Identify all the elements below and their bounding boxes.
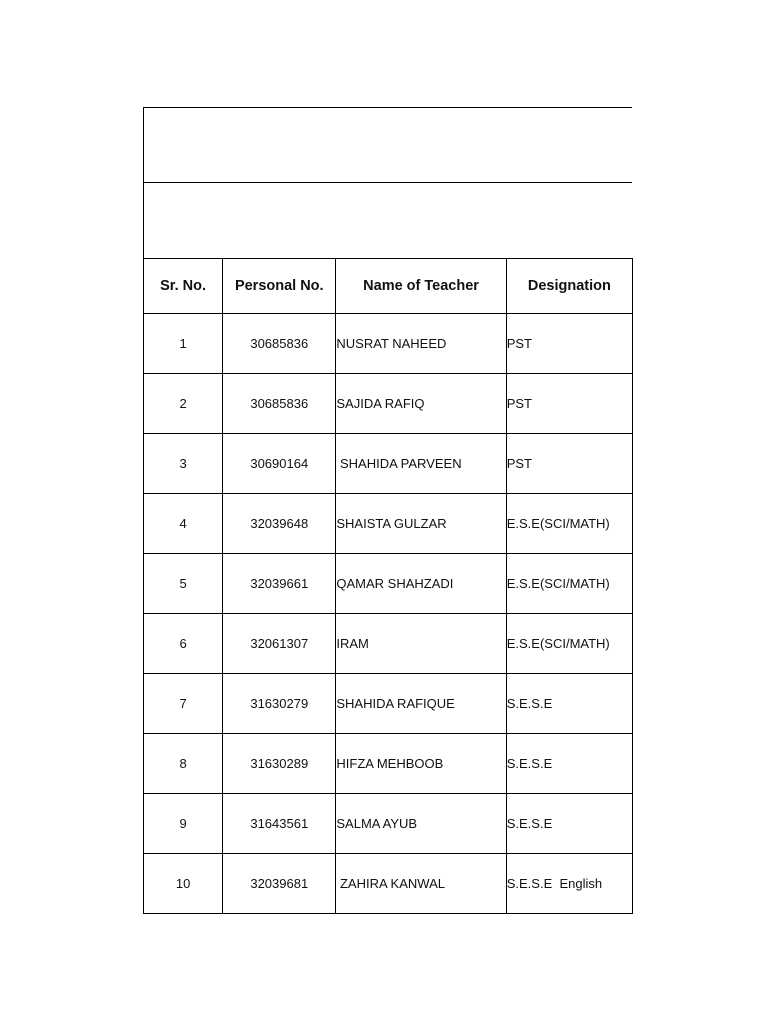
cell-designation: E.S.E(SCI/MATH) bbox=[506, 614, 632, 674]
cell-personal-no: 32039681 bbox=[223, 854, 336, 914]
table-row bbox=[144, 314, 633, 374]
cell-sr-no: 6 bbox=[144, 614, 223, 674]
cell-personal-no: 31643561 bbox=[223, 794, 336, 854]
table-row bbox=[144, 614, 633, 674]
header-sr-no: Sr. No. bbox=[144, 259, 223, 314]
cell-designation: E.S.E(SCI/MATH) bbox=[506, 554, 632, 614]
cell-designation: S.E.S.E bbox=[506, 674, 632, 734]
empty-title-row bbox=[143, 107, 632, 183]
table-row bbox=[144, 674, 633, 734]
cell-designation: PST bbox=[506, 314, 632, 374]
cell-teacher-name: NUSRAT NAHEED bbox=[336, 314, 506, 374]
cell-teacher-name: SALMA AYUB bbox=[336, 794, 506, 854]
table-row bbox=[144, 734, 633, 794]
cell-teacher-name: HIFZA MEHBOOB bbox=[336, 734, 506, 794]
cell-sr-no: 10 bbox=[144, 854, 223, 914]
cell-personal-no: 30685836 bbox=[223, 374, 336, 434]
cell-personal-no: 31630279 bbox=[223, 674, 336, 734]
empty-subtitle-row bbox=[143, 183, 632, 258]
cell-teacher-name: IRAM bbox=[336, 614, 506, 674]
cell-personal-no: 32039661 bbox=[223, 554, 336, 614]
header-name-of-teacher: Name of Teacher bbox=[336, 259, 506, 314]
table-row bbox=[144, 794, 633, 854]
cell-teacher-name: SHAHIDA PARVEEN bbox=[336, 434, 506, 494]
cell-sr-no: 9 bbox=[144, 794, 223, 854]
cell-designation: S.E.S.E bbox=[506, 794, 632, 854]
cell-designation: S.E.S.E bbox=[506, 734, 632, 794]
table-row bbox=[144, 854, 633, 914]
cell-sr-no: 7 bbox=[144, 674, 223, 734]
cell-sr-no: 2 bbox=[144, 374, 223, 434]
cell-teacher-name: SHAISTA GULZAR bbox=[336, 494, 506, 554]
table-row bbox=[144, 434, 633, 494]
table-body bbox=[144, 314, 633, 914]
cell-teacher-name: QAMAR SHAHZADI bbox=[336, 554, 506, 614]
cell-sr-no: 4 bbox=[144, 494, 223, 554]
cell-designation: S.E.S.E English bbox=[506, 854, 632, 914]
cell-sr-no: 3 bbox=[144, 434, 223, 494]
cell-teacher-name: SHAHIDA RAFIQUE bbox=[336, 674, 506, 734]
cell-teacher-name: SAJIDA RAFIQ bbox=[336, 374, 506, 434]
header-designation: Designation bbox=[506, 259, 632, 314]
cell-personal-no: 32039648 bbox=[223, 494, 336, 554]
table-header-row bbox=[144, 259, 633, 314]
cell-personal-no: 31630289 bbox=[223, 734, 336, 794]
cell-designation: PST bbox=[506, 374, 632, 434]
header-personal-no: Personal No. bbox=[223, 259, 336, 314]
cell-designation: PST bbox=[506, 434, 632, 494]
cell-sr-no: 5 bbox=[144, 554, 223, 614]
cell-sr-no: 1 bbox=[144, 314, 223, 374]
cell-personal-no: 30690164 bbox=[223, 434, 336, 494]
cell-sr-no: 8 bbox=[144, 734, 223, 794]
cell-personal-no: 30685836 bbox=[223, 314, 336, 374]
table-row bbox=[144, 494, 633, 554]
cell-designation: E.S.E(SCI/MATH) bbox=[506, 494, 632, 554]
teacher-table bbox=[143, 258, 633, 914]
cell-personal-no: 32061307 bbox=[223, 614, 336, 674]
table-row bbox=[144, 554, 633, 614]
table-row bbox=[144, 374, 633, 434]
cell-teacher-name: ZAHIRA KANWAL bbox=[336, 854, 506, 914]
